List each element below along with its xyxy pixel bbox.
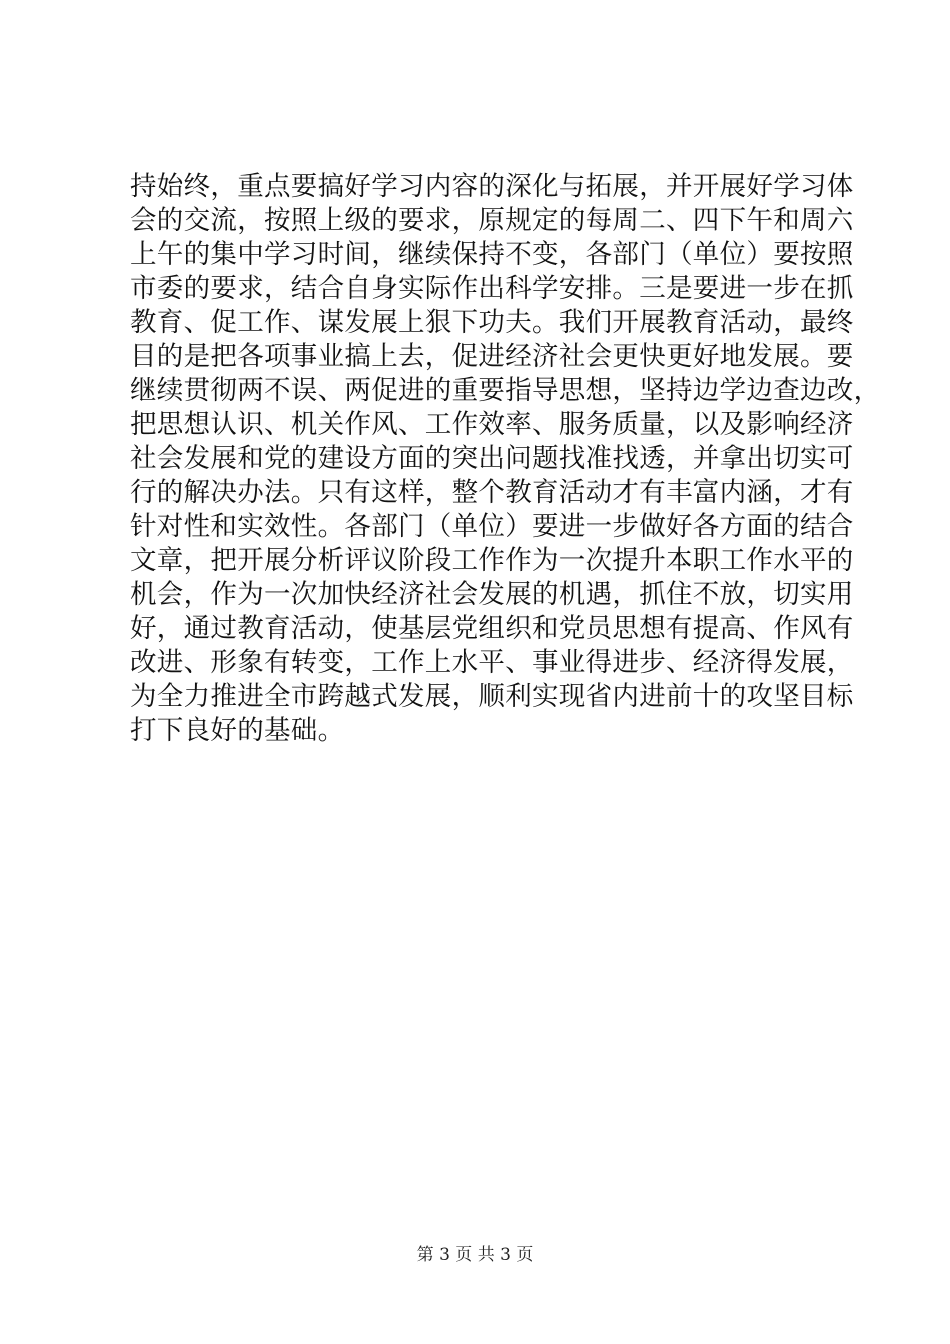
paragraph-line: 针对性和实效性。各部门（单位）要进一步做好各方面的结合 xyxy=(130,511,854,542)
paragraph-line: 会的交流，按照上级的要求，原规定的每周二、四下午和周六 xyxy=(130,205,854,236)
paragraph-line: 持始终，重点要搞好学习内容的深化与拓展，并开展好学习体 xyxy=(130,171,854,202)
paragraph-line: 社会发展和党的建设方面的突出问题找准找透，并拿出切实可 xyxy=(130,443,854,474)
paragraph-line: 为全力推进全市跨越式发展，顺利实现省内进前十的攻坚目标 xyxy=(130,681,854,712)
paragraph-line: 机会，作为一次加快经济社会发展的机遇，抓住不放，切实用 xyxy=(130,579,854,610)
body-paragraph xyxy=(130,170,881,748)
paragraph-line: 改进、形象有转变，工作上水平、事业得进步、经济得发展， xyxy=(130,647,854,678)
paragraph-line: 把思想认识、机关作风、工作效率、服务质量，以及影响经济 xyxy=(130,409,854,440)
paragraph-line: 行的解决办法。只有这样，整个教育活动才有丰富内涵，才有 xyxy=(130,477,854,508)
paragraph-line: 好，通过教育活动，使基层党组织和党员思想有提高、作风有 xyxy=(130,613,854,644)
paragraph-line: 文章，把开展分析评议阶段工作作为一次提升本职工作水平的 xyxy=(130,545,854,576)
page-number-footer: 第 3 页 共 3 页 xyxy=(416,1245,534,1265)
paragraph-line: 打下良好的基础。 xyxy=(130,715,345,746)
paragraph-line: 市委的要求，结合自身实际作出科学安排。三是要进一步在抓 xyxy=(130,273,854,304)
paragraph-line: 目的是把各项事业搞上去，促进经济社会更快更好地发展。要 xyxy=(130,341,854,372)
paragraph-line: 继续贯彻两不误、两促进的重要指导思想，坚持边学边查边改， xyxy=(130,375,881,406)
paragraph-line: 教育、促工作、谋发展上狠下功夫。我们开展教育活动，最终 xyxy=(130,307,854,338)
paragraph-line: 上午的集中学习时间，继续保持不变，各部门（单位）要按照 xyxy=(130,239,854,270)
